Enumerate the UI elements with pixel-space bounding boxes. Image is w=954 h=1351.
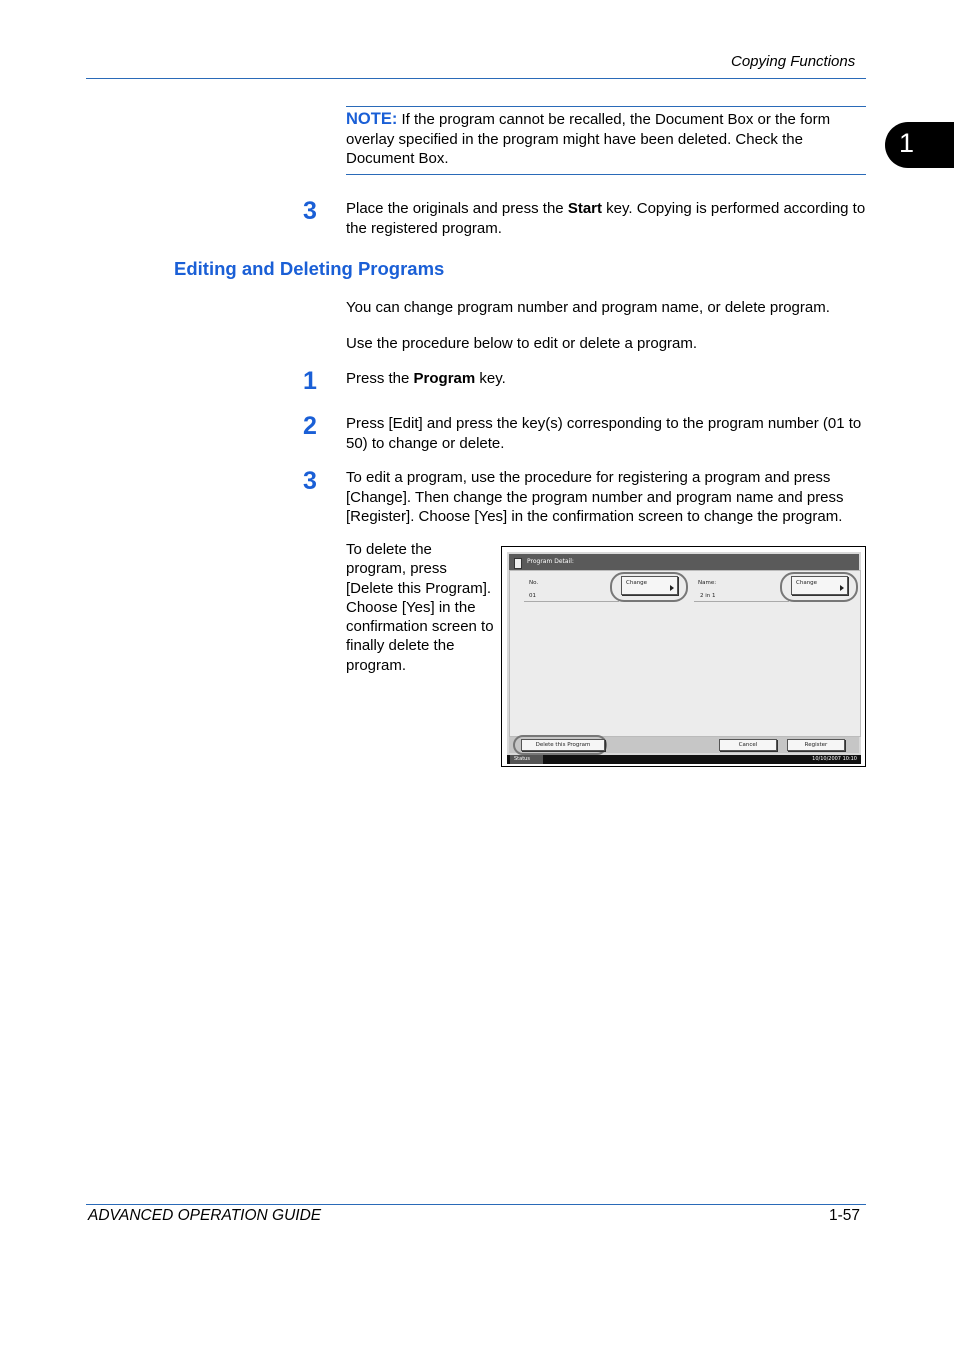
note-text: If the program cannot be recalled, the Document Box or the form overlay specified in the program might have been deleted. Check the Document Box.: [346, 111, 831, 167]
note-bottom-rule: [346, 174, 866, 175]
header-rule: [86, 78, 866, 79]
status-button[interactable]: Status: [510, 755, 543, 764]
cancel-button[interactable]: Cancel: [719, 739, 777, 751]
note-top-rule: [346, 106, 866, 107]
date-time: 10/10/2007 10:10: [812, 756, 857, 762]
status-bar: [507, 755, 861, 764]
screen-action-bar: [509, 737, 859, 753]
intro-paragraph: Use the procedure below to edit or delete a program.: [346, 335, 698, 352]
arrow-right-icon: [840, 585, 844, 591]
step-number: 2: [303, 412, 317, 440]
screen-title: Program Detail:: [527, 558, 574, 565]
screen-panel: [507, 552, 861, 762]
screen-body: [509, 570, 861, 737]
start-key-name: Start: [567, 200, 602, 217]
step-text-part: Press the: [346, 370, 414, 387]
name-label: Name:: [698, 580, 717, 586]
step-number: 3: [303, 197, 317, 225]
chapter-number: 1: [899, 128, 915, 158]
running-header: Copying Functions: [731, 53, 856, 70]
chapter-tab: [885, 122, 954, 168]
step-text: [346, 369, 870, 389]
intro-paragraph: You can change program number and program name, or delete program.: [346, 299, 830, 316]
delete-instructions: To delete the program, press [Delete this Program]. Choose [Yes] in the confirmation screen to finally delete the program.: [346, 541, 494, 674]
page-number: 1-57: [829, 1207, 861, 1224]
no-label: No.: [529, 580, 539, 586]
no-value: 01: [529, 593, 536, 599]
step-text: Press [Edit] and press the key(s) corresponding to the program number (01 to 50) to change or delete.: [346, 415, 862, 452]
footer-rule: [86, 1204, 866, 1205]
screen-title-bar: [509, 554, 859, 570]
program-detail-screenshot: [501, 546, 866, 767]
note-label: NOTE:: [346, 110, 398, 128]
name-underline: [694, 601, 789, 602]
no-underline: [524, 601, 619, 602]
step-number: 3: [303, 467, 317, 495]
step-text-part: Place the originals and press the: [346, 200, 568, 217]
note: [346, 110, 868, 169]
step-text: [346, 199, 870, 238]
step-text-part: key.: [475, 370, 506, 387]
change-name-button[interactable]: [791, 576, 848, 595]
program-key-name: Program: [413, 370, 476, 387]
step-text: To edit a program, use the procedure for registering a program and press [Change]. Then change the program number and program name and press [Register]. Choose [Yes] in the confirmation screen to change the program.: [346, 469, 844, 525]
register-button[interactable]: Register: [787, 739, 845, 751]
document-icon: [514, 558, 522, 569]
button-label: Change: [796, 580, 818, 586]
button-label: Change: [626, 580, 648, 586]
delete-program-button[interactable]: Delete this Program: [521, 739, 605, 751]
section-title: Editing and Deleting Programs: [174, 258, 445, 279]
footer-guide-title: ADVANCED OPERATION GUIDE: [88, 1207, 322, 1224]
name-value: 2 in 1: [700, 593, 716, 599]
arrow-right-icon: [670, 585, 674, 591]
change-number-button[interactable]: [621, 576, 678, 595]
step-number: 1: [303, 367, 317, 395]
step-text-part: key. Copying is performed according to the registered program.: [346, 200, 866, 237]
